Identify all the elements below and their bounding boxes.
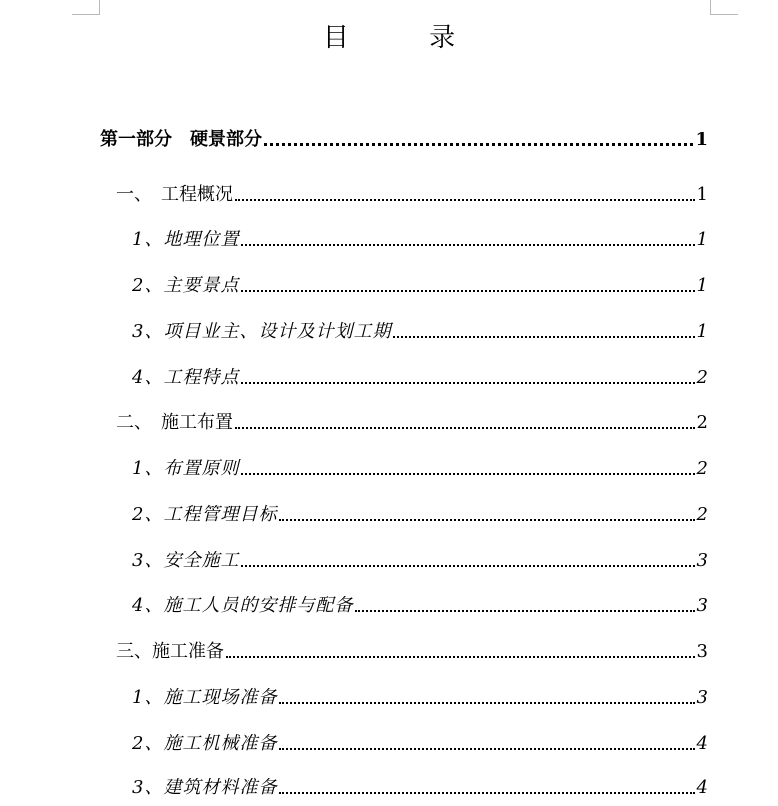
toc-entry-label: 1、地理位置 [132,229,240,250]
toc-leader-dots [241,244,694,246]
toc-entry-page: 3 [696,550,708,571]
toc-leader-dots [241,473,694,475]
toc-entry-1-2[interactable] [132,270,708,298]
toc-leader-dots [241,565,694,567]
toc-entry-page: 2 [696,504,708,525]
toc-entry-3-3[interactable] [132,772,708,800]
toc-leader-dots [279,792,694,794]
toc-leader-dots [279,702,694,704]
toc-entry-label: 三、施工准备 [116,641,224,662]
toc-entry-label: 3、项目业主、设计及计划工期 [132,321,392,342]
toc-entry-label: 3、安全施工 [132,550,240,571]
toc-entry-page: 1 [695,129,708,150]
toc-entry-label: 1、施工现场准备 [132,687,278,708]
crop-mark-top-left [72,0,100,15]
toc-leader-dots [393,336,694,338]
toc-entry-label: 3、建筑材料准备 [132,777,278,798]
toc-entry-section-2[interactable] [116,407,708,435]
toc-leader-dots [264,143,693,146]
toc-entry-label: 二、 施工布置 [116,412,233,433]
toc-entry-label: 4、工程特点 [132,367,240,388]
toc-entry-section-1[interactable] [116,179,708,207]
toc-entry-label: 2、工程管理目标 [132,504,278,525]
toc-leader-dots [226,656,695,658]
toc-entry-page: 2 [696,412,708,433]
toc-entry-section-3[interactable] [116,636,708,664]
toc-entry-page: 3 [696,687,708,708]
toc-entry-part-one[interactable] [100,124,708,152]
toc-entry-2-2[interactable] [132,499,708,527]
toc-entry-label: 1、布置原则 [132,458,240,479]
toc-leader-dots [241,382,694,384]
toc-leader-dots [241,290,694,292]
toc-entry-page: 1 [696,229,708,250]
toc-entry-page: 4 [696,777,708,798]
toc-entry-page: 4 [696,733,708,754]
crop-mark-top-right [710,0,738,15]
toc-entry-page: 1 [696,321,708,342]
toc-entry-3-1[interactable] [132,682,708,710]
toc-entry-page: 3 [696,595,708,616]
toc-entry-label: 第一部分 硬景部分 [100,129,262,150]
toc-entry-2-4[interactable] [132,590,708,618]
toc-entry-label: 一、 工程概况 [116,184,233,205]
toc-entry-page: 2 [696,367,708,388]
toc-entry-1-3[interactable] [132,316,708,344]
toc-title: 目 录 [322,23,492,53]
toc-entry-label: 2、主要景点 [132,275,240,296]
toc-leader-dots [279,519,694,521]
toc-entry-1-1[interactable] [132,224,708,252]
toc-entry-label: 4、施工人员的安排与配备 [132,595,354,616]
toc-entry-page: 2 [696,458,708,479]
toc-leader-dots [279,748,694,750]
toc-entry-page: 1 [696,184,708,205]
toc-entry-1-4[interactable] [132,362,708,390]
toc-entry-page: 3 [696,641,708,662]
toc-entry-3-2[interactable] [132,728,708,756]
toc-leader-dots [235,199,695,201]
toc-entry-label: 2、施工机械准备 [132,733,278,754]
toc-leader-dots [355,610,694,612]
toc-entry-2-3[interactable] [132,545,708,573]
toc-entry-2-1[interactable] [132,453,708,481]
toc-leader-dots [235,427,695,429]
toc-entry-page: 1 [696,275,708,296]
